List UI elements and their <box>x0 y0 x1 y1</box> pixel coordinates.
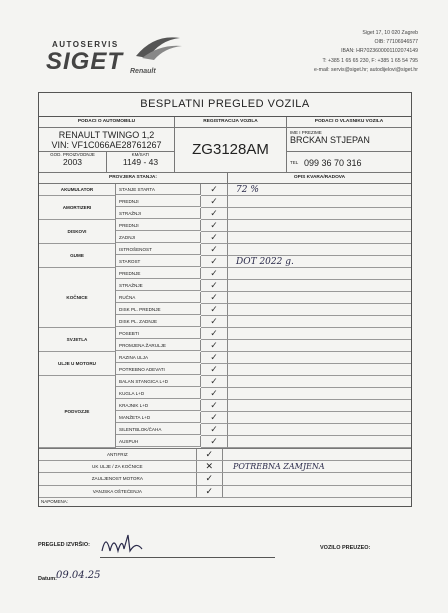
check-mark: ✓ <box>201 400 228 412</box>
check-item-label: STRAŽNJI <box>116 208 201 219</box>
vehicle-model: RENAULT TWINGO 1,2 <box>58 130 155 140</box>
check-mark: ✓ <box>201 244 228 256</box>
check-note <box>228 208 411 220</box>
extra-check-label: UK ULJE / ZA KOČNICE <box>39 461 197 472</box>
check-item-label: POSEBTI <box>116 328 201 339</box>
check-note <box>228 316 411 328</box>
phone-value: 099 36 70 316 <box>304 157 362 168</box>
check-item-label: RUČNA <box>116 292 201 303</box>
check-mark: ✓ <box>201 316 228 328</box>
logo-brand-text: Renault <box>130 68 156 75</box>
registration-header: REGISTRACIJA VOZILA <box>175 117 287 127</box>
check-note <box>228 412 411 424</box>
check-item-label: SILENTBLOK/ČAHA <box>116 424 201 435</box>
address-line: T: +385 1 65 65 230, F: +385 1 65 54 795 <box>322 57 418 64</box>
check-mark: ✓ <box>201 352 228 364</box>
description-header: OPIS KVARA/RADOVA <box>293 175 346 180</box>
check-item-label: MANŽETA L+D <box>116 412 201 423</box>
check-item-label: RAZINA ULJA <box>116 352 201 363</box>
category-label: SVJETLA <box>39 328 116 352</box>
extra-check-label: VANJSKA OŠTEĆENJA <box>39 486 197 497</box>
taken-by-label: VOZILO PREUZEO: <box>320 545 371 551</box>
check-note <box>228 328 411 340</box>
extra-check-mark: ✓ <box>197 473 223 484</box>
check-mark: ✓ <box>201 424 228 436</box>
vehicle-info <box>39 128 175 172</box>
owner-header: PODACI O VLASNIKU VOZILA <box>314 119 384 124</box>
check-item-label: ZADNJI <box>116 232 201 243</box>
vehicle-vin: VIN: VF1C066AE28761267 <box>51 140 162 150</box>
address-line: OIB: 77106946577 <box>374 39 418 46</box>
owner-info <box>287 128 411 172</box>
check-note <box>228 388 411 400</box>
address-line: e-mail: servis@siget.hr; autodijelovi@siget.hr <box>314 66 418 73</box>
form-title: BESPLATNI PREGLED VOZILA <box>39 93 411 117</box>
check-note <box>228 400 411 412</box>
extra-check-label: ANTIFRIZ <box>39 449 197 460</box>
check-note: DOT 2022 g. <box>228 256 411 268</box>
company-address <box>248 29 418 75</box>
check-note <box>228 220 411 232</box>
plate-value: ZG3128AM <box>175 128 287 172</box>
check-item-label: DISK PL. ZADNJE <box>116 316 201 327</box>
extra-check-mark: ✓ <box>197 449 223 460</box>
check-note <box>228 364 411 376</box>
category-label: AKUMULATOR <box>39 184 116 196</box>
check-note <box>228 196 411 208</box>
check-note <box>228 436 411 448</box>
extra-check-mark: ✕ <box>197 461 223 472</box>
check-item-label: DISK PL. PREDNJE <box>116 304 201 315</box>
extra-check-row <box>39 461 411 473</box>
check-note <box>228 376 411 388</box>
check-mark: ✓ <box>201 208 228 220</box>
km-value: 1149 - 43 <box>122 157 159 167</box>
extra-checks <box>39 449 411 498</box>
extra-check-label: ZAULJENOST MOTORA <box>39 473 197 484</box>
check-item-label: PROMJENA ŽARULJE <box>116 340 201 351</box>
check-mark: ✓ <box>201 268 228 280</box>
category-label: PODVOZJE <box>39 376 116 448</box>
check-mark: ✓ <box>201 232 228 244</box>
check-item-label: STAROST <box>116 256 201 267</box>
check-note <box>228 232 411 244</box>
check-note <box>228 268 411 280</box>
check-mark: ✓ <box>201 256 228 268</box>
category-label: DISKOVI <box>39 220 116 244</box>
check-mark: ✓ <box>201 292 228 304</box>
checked-by-label: PREGLED IZVRŠIO: <box>38 542 90 548</box>
check-mark: ✓ <box>201 280 228 292</box>
address-line: IBAN: HR7023600001102074149 <box>341 48 418 55</box>
check-item-label: AUSPUH <box>116 436 201 447</box>
extra-check-note <box>223 449 411 460</box>
check-item-label: BALAN STANGICA L+D <box>116 376 201 387</box>
check-mark: ✓ <box>201 304 228 316</box>
inspection-table <box>39 184 411 449</box>
category-label: ULJE U MOTORU <box>39 352 116 376</box>
check-mark: ✓ <box>201 388 228 400</box>
check-note <box>228 340 411 352</box>
check-note <box>228 352 411 364</box>
logo-main-text: SIGET <box>46 48 124 75</box>
check-item-label: PREDNJI <box>116 196 201 207</box>
check-item-label: KUGLA L+D <box>116 388 201 399</box>
check-mark: ✓ <box>201 184 228 196</box>
extra-check-note: POTREBNA ZAMJENA <box>232 462 325 472</box>
km-label: KM/SATI <box>131 152 150 157</box>
check-note <box>228 280 411 292</box>
extra-check-mark: ✓ <box>197 486 223 497</box>
vehicle-header: PODACI O AUTOMOBILU <box>39 117 175 127</box>
check-note <box>228 244 411 256</box>
check-note <box>228 304 411 316</box>
check-mark: ✓ <box>201 220 228 232</box>
date-value: 09.04.25 <box>56 570 101 581</box>
owner-label: IME I PREZIME <box>290 130 322 135</box>
check-item-label: ISTROŠENOST <box>116 244 201 255</box>
extra-check-row <box>39 473 411 485</box>
check-item-label: STRAŽNJE <box>116 280 201 291</box>
owner-name: BRCKAN STJEPAN <box>290 135 370 145</box>
check-mark: ✓ <box>201 436 228 448</box>
check-item-label: PREDNJI <box>116 220 201 231</box>
check-note <box>228 292 411 304</box>
check-mark: ✓ <box>201 412 228 424</box>
check-note <box>228 424 411 436</box>
check-item-label: PREDNJE <box>116 268 201 279</box>
extra-check-row <box>39 486 411 498</box>
category-label: KOČNICE <box>39 268 116 328</box>
extra-check-note <box>223 473 411 484</box>
year-label: GOD. PROIZVODNJE <box>50 152 95 157</box>
swoosh-icon <box>134 32 184 62</box>
category-label: AMORTIZERI <box>39 196 116 220</box>
inspection-form <box>38 92 412 507</box>
check-mark: ✓ <box>201 196 228 208</box>
date-label: Datum: <box>38 576 57 582</box>
remarks-label: NAPOMENA: <box>41 498 69 504</box>
check-item-label: POTREBNO ADEVATI <box>116 364 201 375</box>
signature-image <box>100 531 148 557</box>
check-mark: ✓ <box>201 364 228 376</box>
extra-check-row <box>39 449 411 461</box>
category-label: GUME <box>39 244 116 268</box>
check-mark: ✓ <box>201 376 228 388</box>
year-value: 2003 <box>63 157 82 167</box>
company-logo <box>38 30 188 82</box>
check-item-label: STANJE STARTA <box>116 184 201 195</box>
check-mark: ✓ <box>201 340 228 352</box>
check-item-label: KRAJNIK L+D <box>116 400 201 411</box>
logo-top-text: AUTOSERVIS <box>52 40 119 49</box>
address-line: Siget 17, 10 020 Zagreb <box>362 30 418 36</box>
check-mark: ✓ <box>201 328 228 340</box>
phone-label: TEL <box>290 160 299 165</box>
extra-check-note <box>223 486 411 497</box>
state-header: PROVJERA STANJA: <box>39 173 228 183</box>
check-note: 72 % <box>228 184 411 196</box>
